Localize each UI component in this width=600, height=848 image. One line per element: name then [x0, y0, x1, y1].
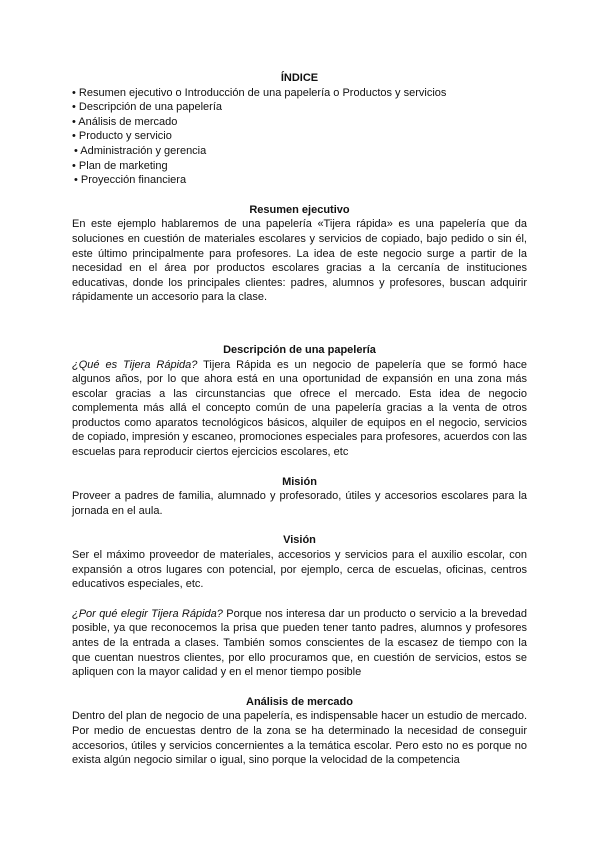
porque-text: Porque nos interesa dar un producto o servicio a la brevedad posible, ya que reconocemos la prisa que pueden tener tanto padres, alumnos y profesores antes de la entrada a clases. También somos conscientes de la escasez de tiempo con la que cuentan nuestros clientes, por ello procuramos que, en cuestión de servicios, estos se apliquen con la mayor calidad y en el menor tiempo posible: [72, 607, 527, 679]
index-item-1: • Resumen ejecutivo o Introducción de una papelería o Productos y servicios: [72, 86, 447, 99]
index-title: ÍNDICE: [280, 72, 319, 84]
resumen-heading: Resumen ejecutivo: [249, 203, 350, 216]
porque-question: ¿Por qué elegir Tijera Rápida?: [72, 607, 223, 620]
analisis-heading: Análisis de mercado: [246, 695, 353, 708]
mision-body: Proveer a padres de familia, alumnado y profesorado, útiles y accesorios escolares para la jornada en el aula.: [72, 490, 527, 517]
index-item-6: • Plan de marketing: [72, 159, 168, 172]
index-list: [72, 86, 527, 188]
vision-heading: Visión: [283, 534, 316, 547]
section-analisis-mercado: [72, 695, 527, 768]
descripcion-heading: Descripción de una papelería: [223, 343, 376, 356]
document-content: [72, 71, 527, 768]
porque-body: [72, 607, 527, 680]
index-item-7: • Proyección financiera: [74, 174, 187, 187]
descripcion-body: [72, 358, 527, 460]
section-por-que: [72, 607, 527, 680]
index-item-2: • Descripción de una papelería: [72, 101, 222, 114]
section-mision: [72, 475, 527, 519]
index-item-5: • Administración y gerencia: [74, 144, 207, 157]
mision-heading: Misión: [282, 475, 317, 488]
descripcion-text: Tijera Rápida es un negocio de papelería que se formó hace algunos años, por lo que ahora está en una oportunidad de expansión en una zona más escolar gracias a las circunstancias que ofrece el mercado. Esta idea de negocio complementa más allá el concepto común de una papelería gracias a la venta de otros productos como aparatos tecnológicos básicos, alquiler de equipos en el negocio, servicios de copiado, impresión y escaneo, promociones especiales para profesores, acuerdos con las escuelas para reproducir ciertos ejercicios escolares, etc: [72, 358, 528, 459]
section-descripcion: [72, 343, 527, 460]
analisis-body: Dentro del plan de negocio de una papelería, es indispensable hacer un estudio de mercado. Por medio de encuestas dentro de la zona se ha determinado la necesidad de conseguir accesorios, útiles y servicios concernientes a la temática escolar. Pero esto no es porque no exista algún negocio similar o igual, sino porque la velocidad de la competencia: [72, 710, 527, 767]
section-resumen-ejecutivo: [72, 203, 527, 305]
index-item-3: • Análisis de mercado: [72, 115, 178, 128]
vision-body: Ser el máximo proveedor de materiales, accesorios y servicios para el auxilio escolar, con expansión a otros lugares con potencial, por ejemplo, cerca de escuelas, oficinas, centros educativos especiales, etc.: [72, 549, 527, 591]
index-item-4: • Producto y servicio: [72, 130, 172, 143]
section-vision: [72, 533, 527, 591]
descripcion-question: ¿Qué es Tijera Rápida?: [72, 358, 198, 371]
resumen-body: En este ejemplo hablaremos de una papelería «Tijera rápida» es una papelería que da soluciones en cuestión de materiales escolares y servicios de copiado, bajo pedido o sin él, este último principalmente para profesores. La idea de este negocio surge a partir de la necesidad en el área por productos escolares gracias a la cercanía de instituciones educativas, donde los principales clientes: padres, alumnos y profesores, buscan adquirir rápidamente un accesorio para la clase.: [72, 218, 527, 304]
